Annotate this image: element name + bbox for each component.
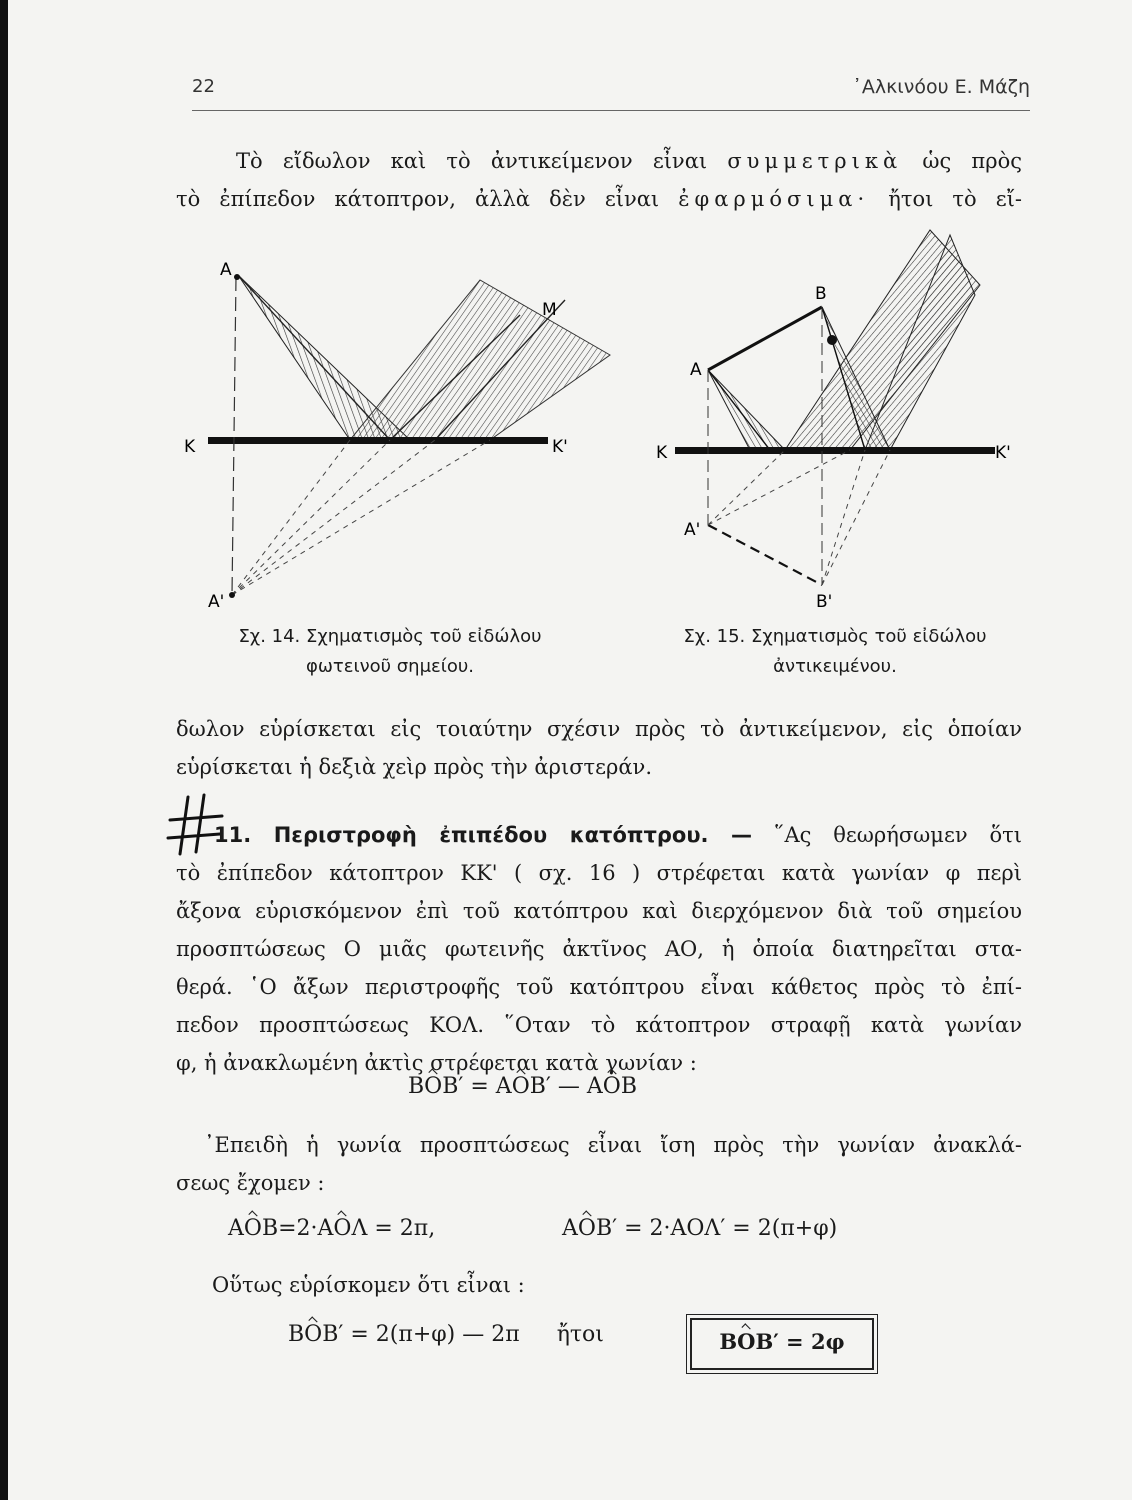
mirror-line <box>208 437 548 444</box>
formula-final-derivation <box>288 1322 604 1347</box>
text-line: σεως ἔχομεν : <box>176 1171 325 1195</box>
label-m: M <box>542 300 557 320</box>
text-line: προσπτώσεως Ο μιᾶς φωτεινῆς ἀκτῖνος ΑΟ, ἡ ὁποία διατηρεῖται στα- <box>176 937 1022 961</box>
formula-part: A <box>562 1216 578 1241</box>
emphasis-fitting: ἐφαρμόσιμα· <box>678 187 870 211</box>
formula-hat-part: O <box>243 1216 262 1241</box>
formula-part: B=2·A <box>261 1216 334 1241</box>
virtual-ray <box>822 450 865 585</box>
continuation-paragraph <box>176 710 1022 786</box>
formula-part: B′ = 2·AOΛ′ = 2(π+φ) <box>595 1216 838 1241</box>
formula-angle-difference <box>408 1074 637 1099</box>
formula-hat-part: O <box>304 1322 323 1347</box>
intro-line-2 <box>176 180 1022 218</box>
page-number: 22 <box>192 76 215 97</box>
formula-part: B′ = 2(π+φ) — 2π <box>322 1322 520 1347</box>
text-line: τὸ ἐπίπεδον κάτοπτρον ΚΚ' ( σχ. 16 ) στρέφεται κατὰ γωνίαν φ περὶ <box>176 861 1022 885</box>
intro-text: ὡς πρὸς <box>922 149 1022 173</box>
section-11-line-1 <box>176 816 1022 854</box>
label-k: K <box>656 443 668 463</box>
text-line: δωλον εὑρίσκεται εἰς τοιαύτην σχέσιν πρὸς τὸ ἀντικείμενον, εἰς ὁποίαν <box>176 717 1022 741</box>
formula-part: B′ — A <box>529 1074 603 1099</box>
intro-text: ἤτοι τὸ εἴ- <box>888 187 1022 211</box>
text-line: θερά. ῾Ο ἄξων περιστροφῆς τοῦ κατόπτρου εἶναι κάθετος πρὸς τὸ ἐπί- <box>176 975 1022 999</box>
outos-line <box>212 1266 812 1304</box>
label-a: A <box>690 360 702 380</box>
header-rule <box>192 110 1030 111</box>
intro-text: Τὸ εἴδωλον καὶ τὸ ἀντικείμενον εἶναι <box>236 149 708 173</box>
virtual-ray <box>232 440 350 595</box>
figure-15-diagram <box>650 225 1030 615</box>
caption-line: φωτεινοῦ σημείου. <box>305 656 475 677</box>
formula-part: B <box>408 1074 425 1099</box>
label-b-prime: B' <box>816 592 833 612</box>
text-line: φ, ἡ ἀνακλωμένη ἀκτὶς στρέφεται κατὰ γωνίαν : <box>176 1051 697 1075</box>
formula-part: B′ = A <box>442 1074 512 1099</box>
point-a-prime <box>229 592 235 598</box>
mirror-line <box>675 447 995 454</box>
caption-line: Σχ. 14. Σχηματισμὸς τοῦ εἰδώλου <box>238 626 542 647</box>
formula-hat-part: O <box>577 1216 596 1241</box>
reflected-beam <box>350 280 610 440</box>
caption-line: ἀντικειμένου. <box>773 656 897 677</box>
text-line: ᾿Επειδὴ ἡ γωνία προσπτώσεως εἶναι ἴση πρὸς τὴν γωνίαν ἀνακλά- <box>204 1133 1022 1157</box>
formula-hat-part: O <box>737 1329 756 1354</box>
label-a: A <box>220 260 232 280</box>
figure-14-diagram <box>180 255 620 615</box>
eye-point <box>827 335 837 345</box>
page-edge-shadow <box>0 0 8 1500</box>
intro-text: τὸ ἐπίπεδον κάτοπτρον, ἀλλὰ δὲν εἶναι <box>176 187 660 211</box>
caption-line: Σχ. 15. Σχηματισμὸς τοῦ εἰδώλου <box>683 626 987 647</box>
formula-incidence-left <box>228 1216 435 1241</box>
section-11-paragraph <box>176 816 1022 1082</box>
emphasis-symmetric: συμμετρικὰ <box>727 149 903 173</box>
virtual-ray <box>232 440 490 595</box>
normal-line <box>232 277 236 595</box>
image-a-prime-b-prime <box>708 525 822 585</box>
figure-15-caption <box>630 622 1040 682</box>
label-a-prime: A' <box>684 520 701 540</box>
intro-paragraph <box>176 142 1022 218</box>
running-head: ᾿Αλκινόου Ε. Μάζη <box>852 76 1030 98</box>
point-a <box>234 274 240 280</box>
label-a-prime: A' <box>208 592 225 612</box>
label-k-prime: K' <box>995 443 1011 463</box>
label-k: K <box>184 437 196 457</box>
formula-incidence-right <box>562 1216 837 1241</box>
label-k-prime: K' <box>552 437 568 457</box>
result-box <box>690 1318 874 1370</box>
formula-hat-part: O <box>511 1074 530 1099</box>
virtual-ray <box>822 450 890 585</box>
formula-part: B <box>620 1074 638 1099</box>
section-heading: 11. Περιστροφὴ ἐπιπέδου κατόπτρου. — <box>214 823 753 847</box>
ray-a <box>708 370 770 450</box>
text-line: εὑρίσκεται ἡ δεξιὰ χεὶρ πρὸς τὴν ἀριστεράν. <box>176 755 652 779</box>
formula-part: B <box>288 1322 305 1347</box>
formula-part: A <box>228 1216 244 1241</box>
virtual-ray <box>708 450 785 525</box>
text-line: ἄξονα εὑρισκόμενον ἐπὶ τοῦ κατόπτρου καὶ διερχόμενον διὰ τοῦ σημείου <box>176 899 1022 923</box>
virtual-ray <box>708 450 850 525</box>
intro-line-1 <box>176 142 1022 180</box>
formula-part: B′ = 2φ <box>755 1329 845 1354</box>
formula-hat-part: O <box>424 1074 443 1099</box>
formula-word: ἤτοι <box>556 1322 604 1347</box>
formula-hat-part: O <box>333 1216 352 1241</box>
text-line: Οὕτως εὑρίσκομεν ὅτι εἶναι : <box>212 1273 525 1297</box>
epeidi-paragraph <box>176 1126 1022 1202</box>
virtual-ray <box>232 440 435 595</box>
formula-hat-part: O <box>602 1074 621 1099</box>
beam-from-a <box>708 370 785 450</box>
formula-part: B <box>719 1329 738 1354</box>
result-formula <box>692 1329 872 1354</box>
label-b: B <box>815 284 827 304</box>
page-header <box>192 76 1030 106</box>
figure-14-caption <box>190 622 590 682</box>
virtual-ray <box>232 440 390 595</box>
object-ab <box>708 307 822 370</box>
formula-part: Λ = 2π, <box>351 1216 436 1241</box>
incident-ray <box>238 275 390 440</box>
text-fragment: ῞Ας θεωρήσωμεν ὅτι <box>773 823 1022 847</box>
text-line: πεδον προσπτώσεως ΚΟΛ. ῞Οταν τὸ κάτοπτρον στραφῇ κατὰ γωνίαν <box>176 1013 1022 1037</box>
